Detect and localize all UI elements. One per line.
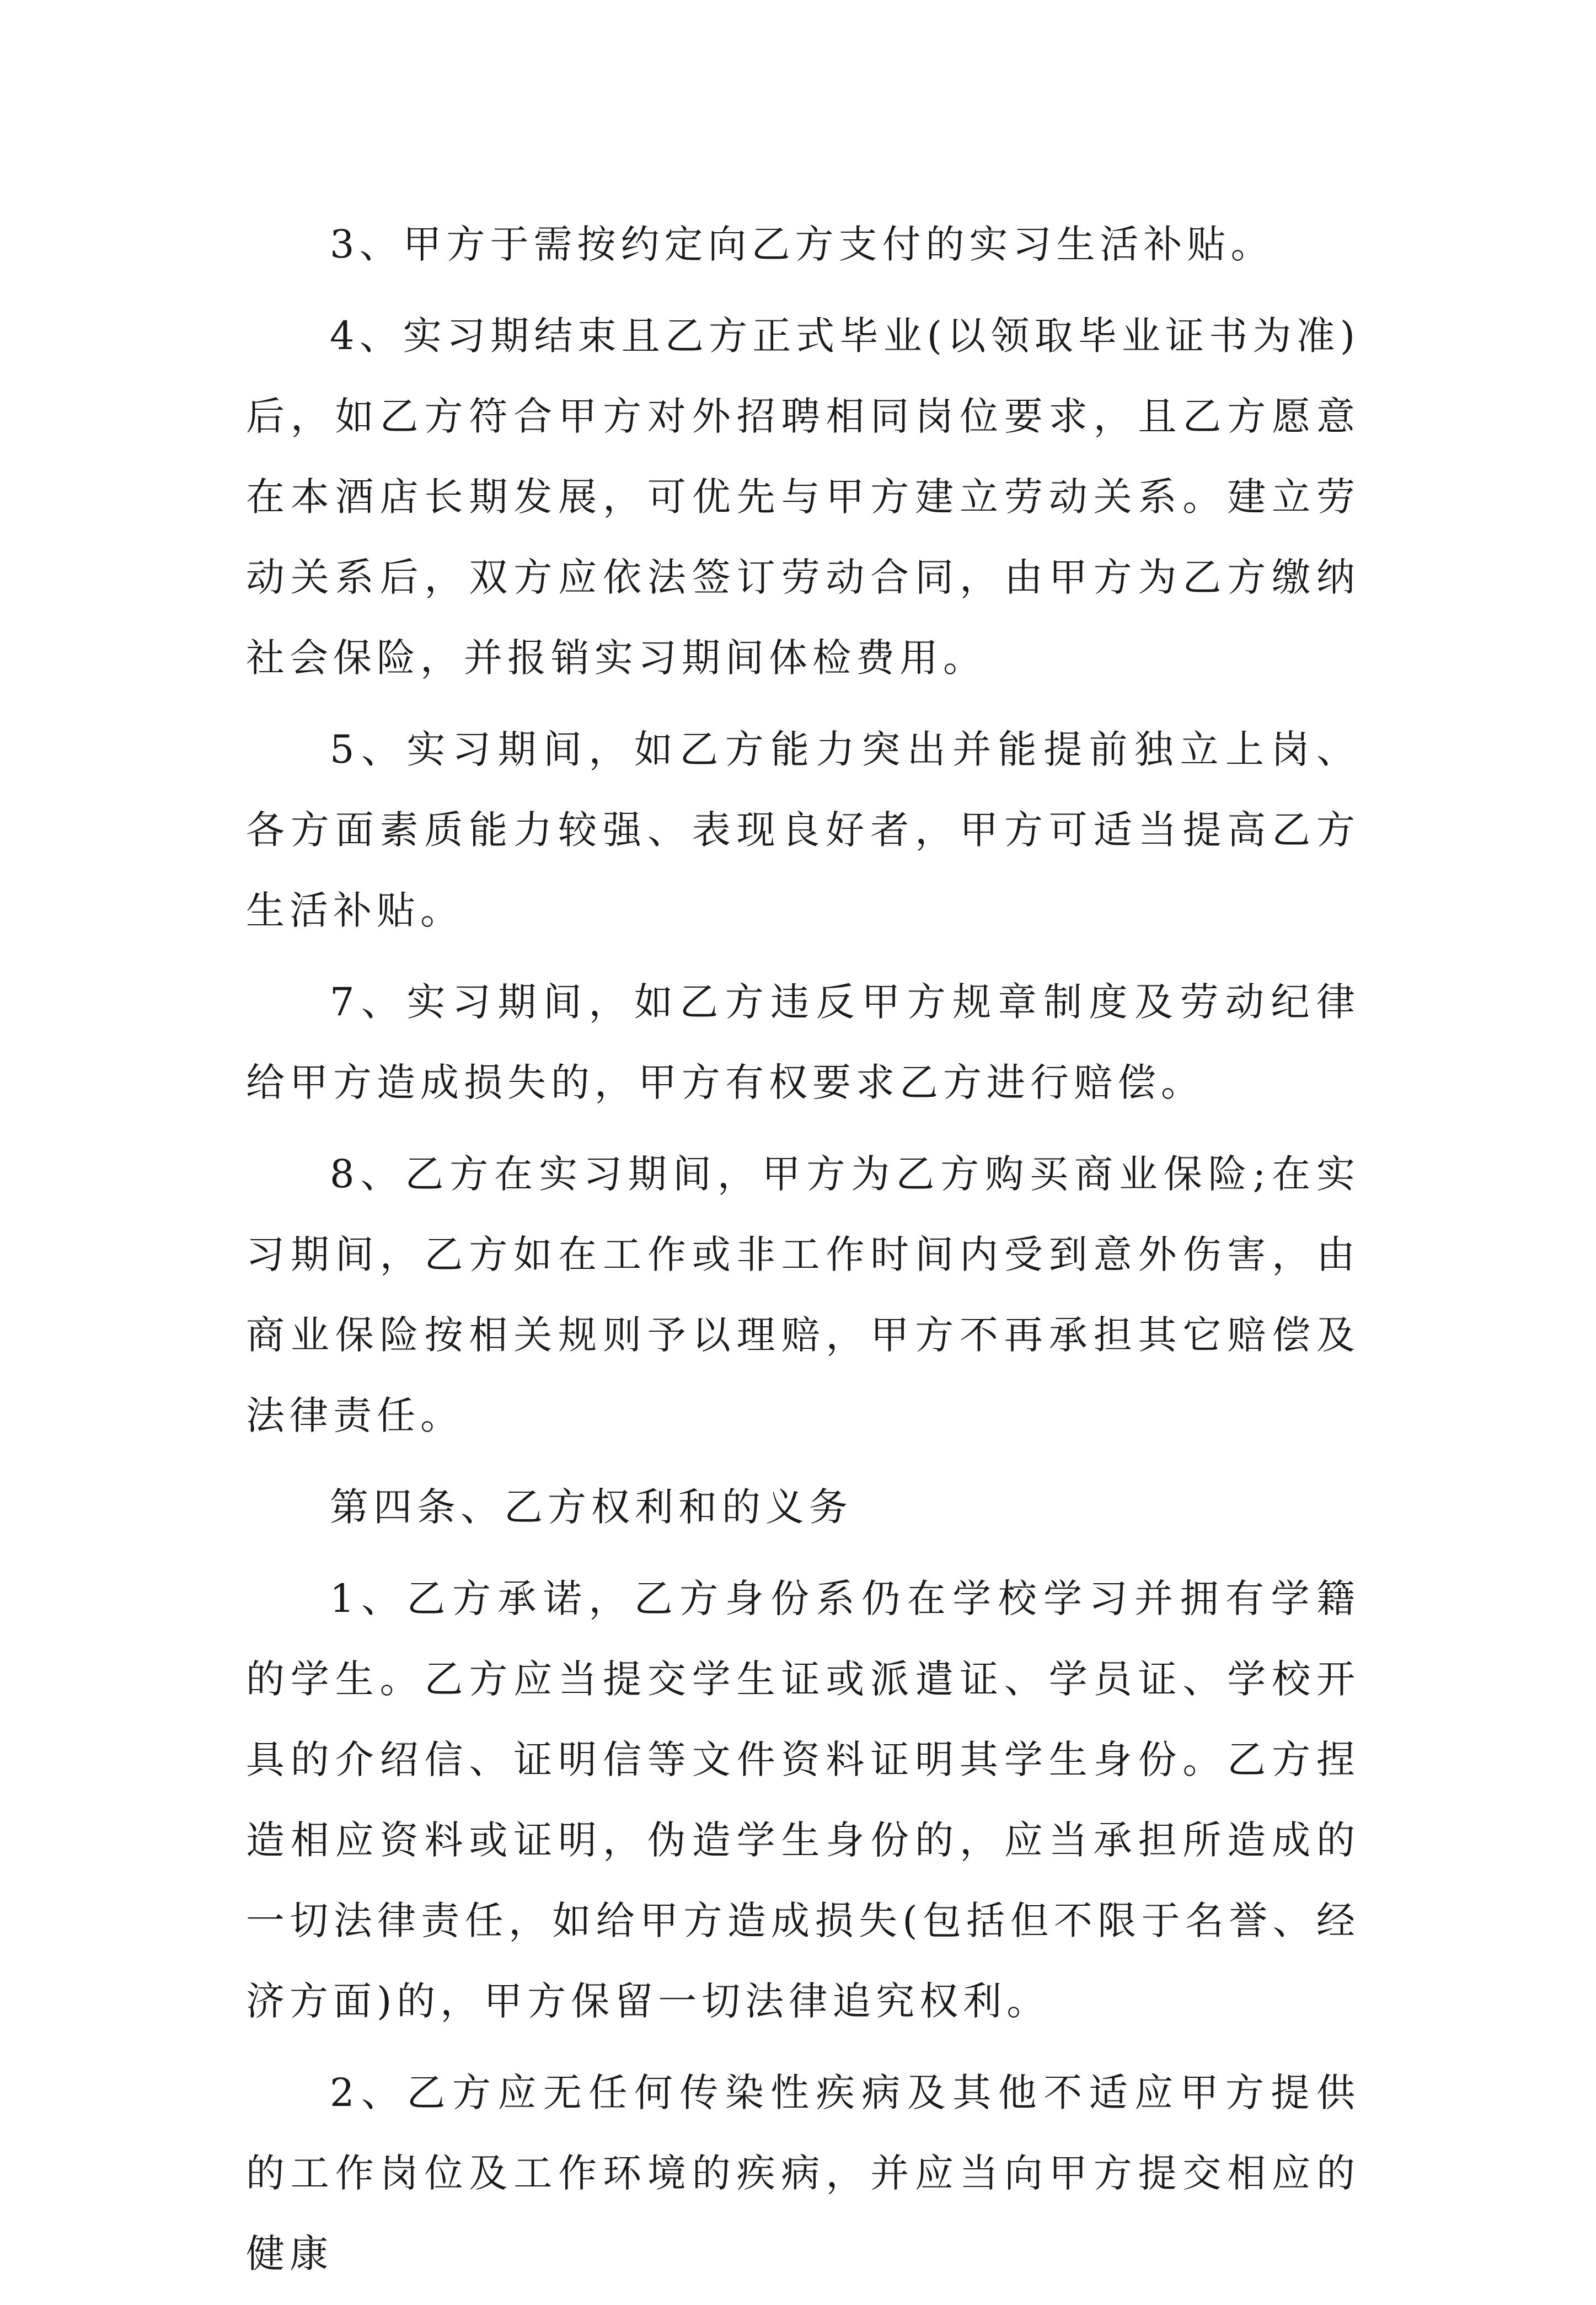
paragraph-article-4-item-1: 1、乙方承诺，乙方身份系仍在学校学习并拥有学籍的学生。乙方应当提交学生证或派遣证、学员证、学校开具的介绍信、证明信等文件资料证明其学生身份。乙方捏造相应资料或证明，伪造学生身份的，应当承担所造成的一切法律责任，如给甲方造成损失(包括但不限于名誉、经济方面)的，甲方保留一切法律追究权利。 [246,1576,1360,2024]
paragraph-clause-3: 3、甲方于需按约定向乙方支付的实习生活补贴。 [330,222,1274,267]
section-heading-article-4: 第四条、乙方权利和的义务 [330,1484,853,1530]
paragraph-clause-7: 7、实习期间，如乙方违反甲方规章制度及劳动纪律给甲方造成损失的，甲方有权要求乙方进行赔偿。 [246,979,1360,1105]
paragraph-clause-5: 5、实习期间，如乙方能力突出并能提前独立上岗、各方面素质能力较强、表现良好者，甲方可适当提高乙方生活补贴。 [246,727,1360,933]
paragraph-clause-8: 8、乙方在实习期间，甲方为乙方购买商业保险;在实习期间，乙方如在工作或非工作时间内受到意外伤害，由商业保险按相关规则予以理赔，甲方不再承担其它赔偿及法律责任。 [246,1151,1360,1438]
paragraph-article-4-item-2: 2、乙方应无任何传染性疾病及其他不适应甲方提供的工作岗位及工作环境的疾病，并应当向甲方提交相应的健康 [246,2070,1360,2276]
paragraph-clause-4: 4、实习期结束且乙方正式毕业(以领取毕业证书为准)后，如乙方符合甲方对外招聘相同岗位要求，且乙方愿意在本酒店长期发展，可优先与甲方建立劳动关系。建立劳动关系后，双方应依法签订劳动合同，由甲方为乙方缴纳社会保险，并报销实习期间体检费用。 [246,313,1360,680]
document-body [246,204,1360,2305]
